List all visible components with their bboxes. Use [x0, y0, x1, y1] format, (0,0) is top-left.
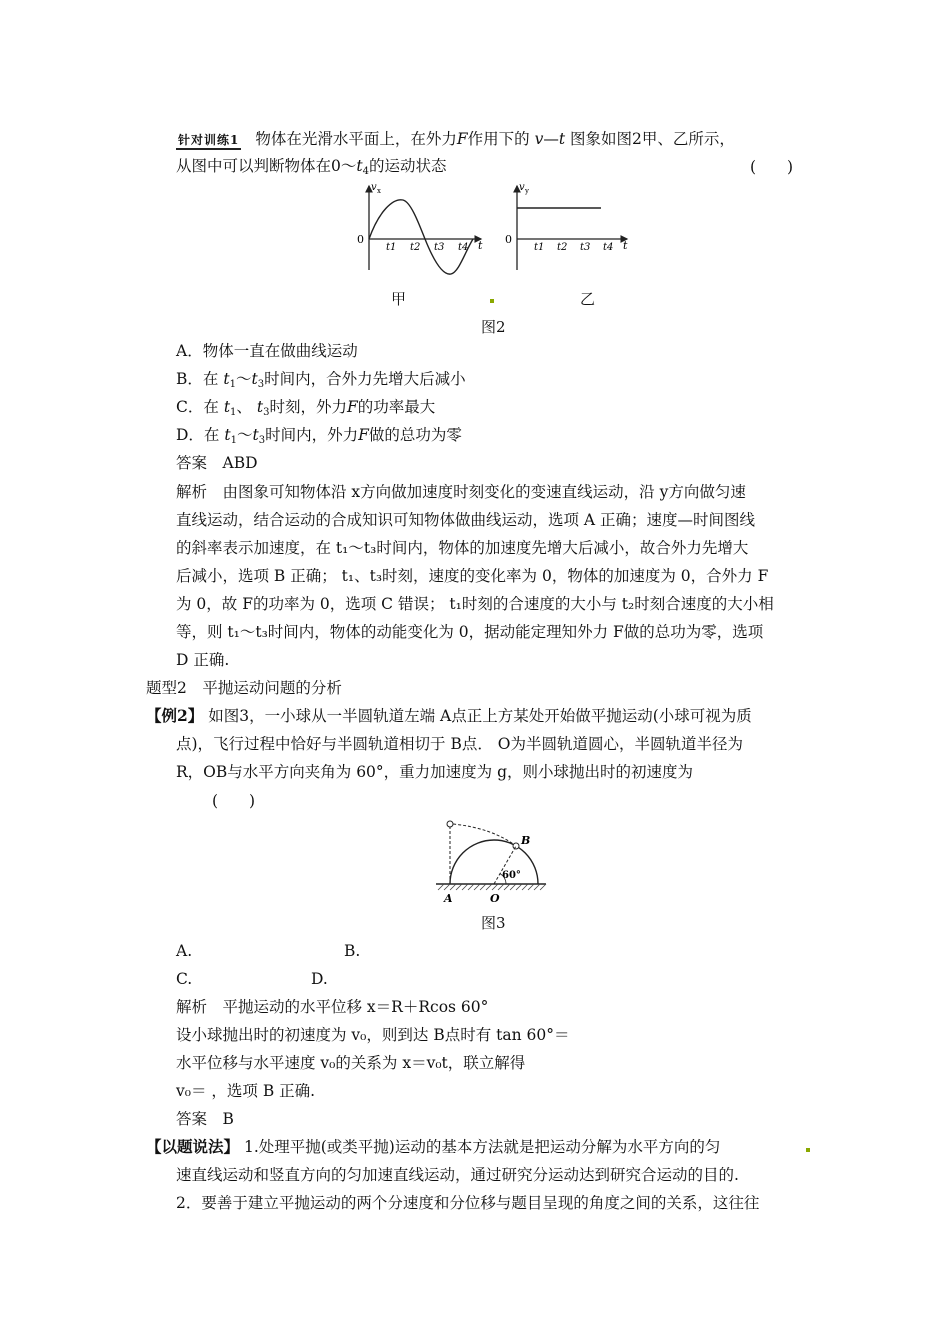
analysis1-line6: 等，则 t₁～t₃时间内，物体的动能变化为 0，据动能定理知外力 F做的总功为零，选项 [176, 623, 764, 641]
answer-2: 答案 B [176, 1110, 234, 1128]
ground-hatching [438, 884, 546, 890]
sine-curve [369, 200, 473, 274]
origin-right: 0 [505, 233, 512, 246]
axis-t-label-left: t [478, 239, 483, 252]
tick-t3-right: t3 [580, 242, 591, 253]
option-d: D．在 $t_1\sim t_3$时间内，外力F做的总功为零 [176, 426, 462, 446]
section-title: 题型2 平抛运动问题的分析 [146, 679, 342, 697]
tick-t2-right: t2 [557, 242, 568, 253]
method-line3: 2．要善于建立平抛运动的两个分速度和分位移与题目呈现的角度之间的关系，这往往 [176, 1194, 760, 1212]
marker-dot-2 [806, 1148, 810, 1152]
method-line1: 【以题说法】 1.处理平抛(或类平抛)运动的基本方法就是把运动分解为水平方向的匀 [146, 1137, 721, 1156]
svg-text:x: x [377, 187, 381, 195]
choice-a: A. [176, 942, 193, 960]
angle-label: 60° [502, 870, 521, 881]
example2-line1: 【例2】 如图3，一小球从一半圆轨道左端 A点正上方某处开始做平抛运动(小球可视为质 [146, 706, 752, 725]
option-b: B．在 $t_1\sim t_3$时间内，合外力先增大后减小 [176, 370, 466, 390]
analysis2-line2: 设小球抛出时的初速度为 v₀，则到达 B点时有 tan 60°＝ [176, 1026, 570, 1044]
figure2-caption: 图2 [481, 318, 506, 336]
analysis2-line4: v₀＝ ，选项 B 正确. [176, 1082, 316, 1100]
label-o: O [490, 892, 500, 905]
analysis1-line3: 的斜率表示加速度，在 t₁～t₃时间内，物体的加速度先增大后减小，故合外力先增大 [176, 539, 749, 557]
option-c: C．在 $t_1$、 $t_3$时刻，外力F的功率最大 [176, 398, 436, 418]
ylabel-right: v [519, 182, 525, 193]
analysis1-line2: 直线运动，结合运动的合成知识可知物体做曲线运动，选项 A 正确；速度—时间图线 [176, 511, 756, 529]
tick-t4-right: t4 [603, 242, 614, 253]
method-line2: 速直线运动和竖直方向的匀加速直线运动，通过研究分运动达到研究合运动的目的. [176, 1166, 739, 1184]
svg-text:y: y [525, 187, 529, 195]
axis-t-label-right: t [623, 239, 628, 252]
tick-t2-left: t2 [410, 242, 421, 253]
figure2 [355, 178, 640, 278]
ylabel-left: v [371, 182, 377, 193]
ball-start [447, 821, 453, 827]
analysis1-line5: 为 0，故 F的功率为 0，选项 C 错误； t₁时刻的合速度的大小与 t₂时刻合速度的大小相 [176, 595, 774, 613]
tick-t1-left: t1 [386, 242, 397, 253]
example2-paren: ( ) [212, 792, 256, 810]
graph-right-vy [505, 182, 628, 270]
tick-t1-right: t1 [534, 242, 545, 253]
choice-b: B. [344, 942, 361, 960]
analysis1-line1: 解析 由图象可知物体沿 x方向做加速度时刻变化的变速直线运动，沿 y方向做匀速 [176, 483, 746, 501]
graph-left-vx [357, 182, 483, 274]
choice-c: C. [176, 970, 193, 988]
analysis1-line4: 后减小，选项 B 正确； t₁、t₃时刻，速度的变化率为 0，物体的加速度为 0，合外力 F [176, 567, 769, 585]
figure2-label-yi: 乙 [580, 290, 596, 308]
analysis2-line3: 水平位移与水平速度 v₀的关系为 x＝v₀t，联立解得 [176, 1054, 526, 1072]
practice-question-line2: 从图中可以判断物体在$0\sim t_4$的运动状态 [176, 157, 447, 177]
origin-left: 0 [357, 233, 364, 246]
tick-t4-left: t4 [458, 242, 469, 253]
label-b: B [521, 834, 531, 847]
marker-dot [490, 299, 494, 303]
choice-d: D. [311, 970, 328, 988]
example2-line2: 点)，飞行过程中恰好与半圆轨道相切于 B点． O为半圆轨道圆心，半圆轨道半径为 [176, 735, 744, 753]
figure3-caption: 图3 [481, 914, 506, 932]
answer-1: 答案 ABD [176, 454, 258, 472]
trajectory [453, 824, 516, 846]
practice-badge: 针对训练1 [176, 132, 241, 150]
answer-paren: ( ) [750, 158, 794, 176]
analysis2-line1: 解析 平抛运动的水平位移 x＝R＋Rcos 60° [176, 998, 489, 1016]
analysis1-line7: D 正确. [176, 651, 230, 669]
label-a: A [444, 892, 453, 905]
tick-t3-left: t3 [434, 242, 445, 253]
practice-question-line1: 针对训练1 物体在光滑水平面上，在外力F作用下的 v—t 图象如图2甲、乙所示， [178, 130, 735, 148]
option-a: A．物体一直在做曲线运动 [176, 342, 358, 360]
example2-line3: R，OB与水平方向夹角为 60°，重力加速度为 g，则小球抛出时的初速度为 [176, 763, 694, 781]
figure2-label-jia: 甲 [391, 290, 407, 308]
figure3 [430, 812, 555, 907]
